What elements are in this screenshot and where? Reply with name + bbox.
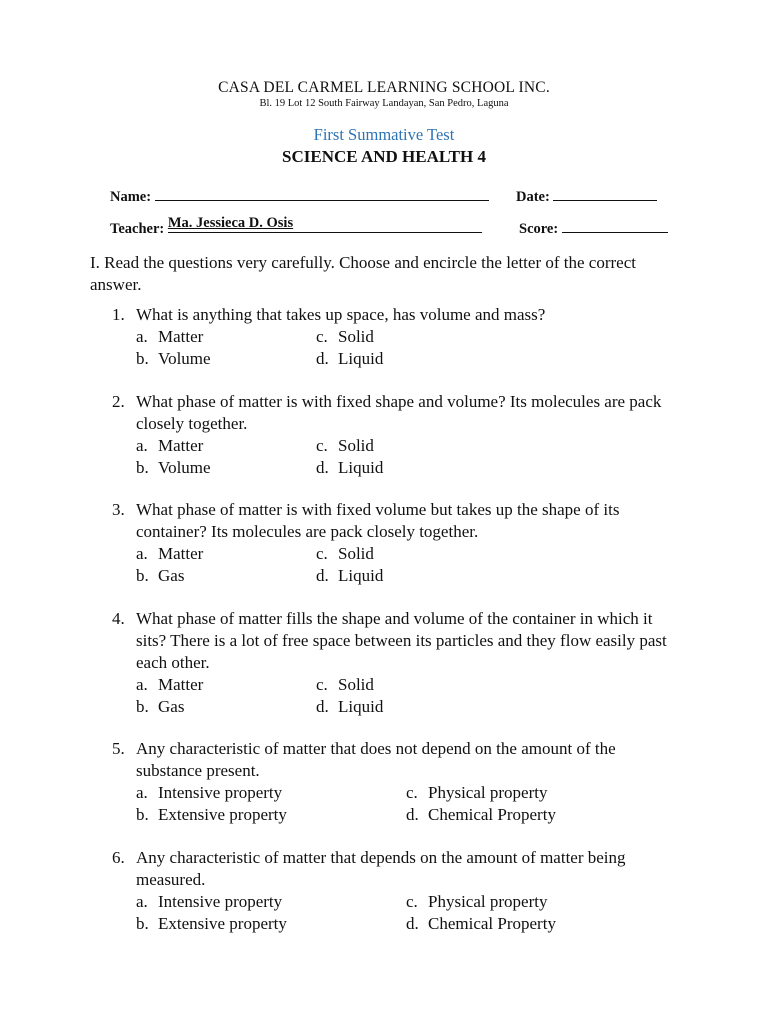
question-text: What is anything that takes up space, has volume and mass? <box>136 305 546 324</box>
question-5 <box>112 738 682 826</box>
name-label: Name: <box>110 189 152 205</box>
choice-a[interactable]: a. Matter <box>136 327 204 346</box>
name-field <box>110 186 489 206</box>
teacher-label: Teacher: <box>110 221 165 237</box>
choice-a[interactable]: a. Intensive property <box>136 783 283 802</box>
question-number: 3. <box>112 500 125 519</box>
school-address: Bl. 19 Lot 12 South Fairway Landayan, San Pedro, Laguna <box>259 98 509 109</box>
instructions: I. Read the questions very carefully. Choose and encircle the letter of the correct answer. <box>90 253 636 294</box>
choice-b[interactable]: b. Gas <box>136 566 185 585</box>
subject-title: SCIENCE AND HEALTH 4 <box>282 147 486 166</box>
choice-c[interactable]: c. Physical property <box>406 783 548 802</box>
choice-a[interactable]: a. Matter <box>136 675 204 694</box>
choice-b[interactable]: b. Volume <box>136 458 211 477</box>
choice-b[interactable]: b. Volume <box>136 349 211 368</box>
teacher-name: Ma. Jessieca D. Osis <box>167 215 294 231</box>
question-text: What phase of matter is with fixed shape and volume? Its molecules are pack closely together. <box>136 392 662 433</box>
choices <box>136 326 682 370</box>
question-1 <box>112 304 682 370</box>
choice-b[interactable]: b. Extensive property <box>136 914 287 933</box>
choice-d[interactable]: d. Chemical Property <box>406 805 556 824</box>
choice-d[interactable]: d. Liquid <box>316 566 384 585</box>
choice-c[interactable]: c. Physical property <box>406 892 548 911</box>
question-number: 2. <box>112 392 125 411</box>
choice-c[interactable]: c. Solid <box>316 675 374 694</box>
choice-b[interactable]: b. Extensive property <box>136 805 287 824</box>
date-blank[interactable] <box>553 186 657 201</box>
question-2 <box>112 391 682 479</box>
score-field <box>519 218 668 238</box>
name-blank[interactable] <box>155 186 489 201</box>
question-4 <box>112 608 682 718</box>
teacher-field <box>110 215 482 238</box>
choices <box>136 674 682 718</box>
question-text: Any characteristic of matter that depends on the amount of matter being measured. <box>136 848 626 889</box>
choice-d[interactable]: d. Liquid <box>316 458 384 477</box>
choices <box>136 543 682 587</box>
choice-d[interactable]: d. Liquid <box>316 349 384 368</box>
score-label: Score: <box>519 221 559 237</box>
choice-c[interactable]: c. Solid <box>316 436 374 455</box>
choice-d[interactable]: d. Chemical Property <box>406 914 556 933</box>
date-field <box>516 186 657 206</box>
question-number: 6. <box>112 848 125 867</box>
question-3 <box>112 499 682 587</box>
choices <box>136 891 682 935</box>
choice-b[interactable]: b. Gas <box>136 697 185 716</box>
question-text: What phase of matter fills the shape and volume of the container in which it sits? There is a lot of free space between its particles and they flow easily past each other. <box>136 609 667 672</box>
question-text: What phase of matter is with fixed volume but takes up the shape of its container? Its molecules are pack closely together. <box>136 500 620 541</box>
choices <box>136 782 682 826</box>
school-name: CASA DEL CARMEL LEARNING SCHOOL INC. <box>218 79 550 96</box>
question-number: 1. <box>112 305 125 324</box>
choice-d[interactable]: d. Liquid <box>316 697 384 716</box>
choices <box>136 435 682 479</box>
choice-c[interactable]: c. Solid <box>316 327 374 346</box>
question-text: Any characteristic of matter that does not depend on the amount of the substance present. <box>136 739 616 780</box>
teacher-blank <box>167 215 482 233</box>
choice-a[interactable]: a. Matter <box>136 544 204 563</box>
choice-c[interactable]: c. Solid <box>316 544 374 563</box>
choice-a[interactable]: a. Intensive property <box>136 892 283 911</box>
date-label: Date: <box>516 189 550 205</box>
score-blank[interactable] <box>562 218 668 233</box>
test-type: First Summative Test <box>313 125 455 144</box>
choice-a[interactable]: a. Matter <box>136 436 204 455</box>
question-6 <box>112 847 682 935</box>
question-number: 5. <box>112 739 125 758</box>
question-number: 4. <box>112 609 125 628</box>
